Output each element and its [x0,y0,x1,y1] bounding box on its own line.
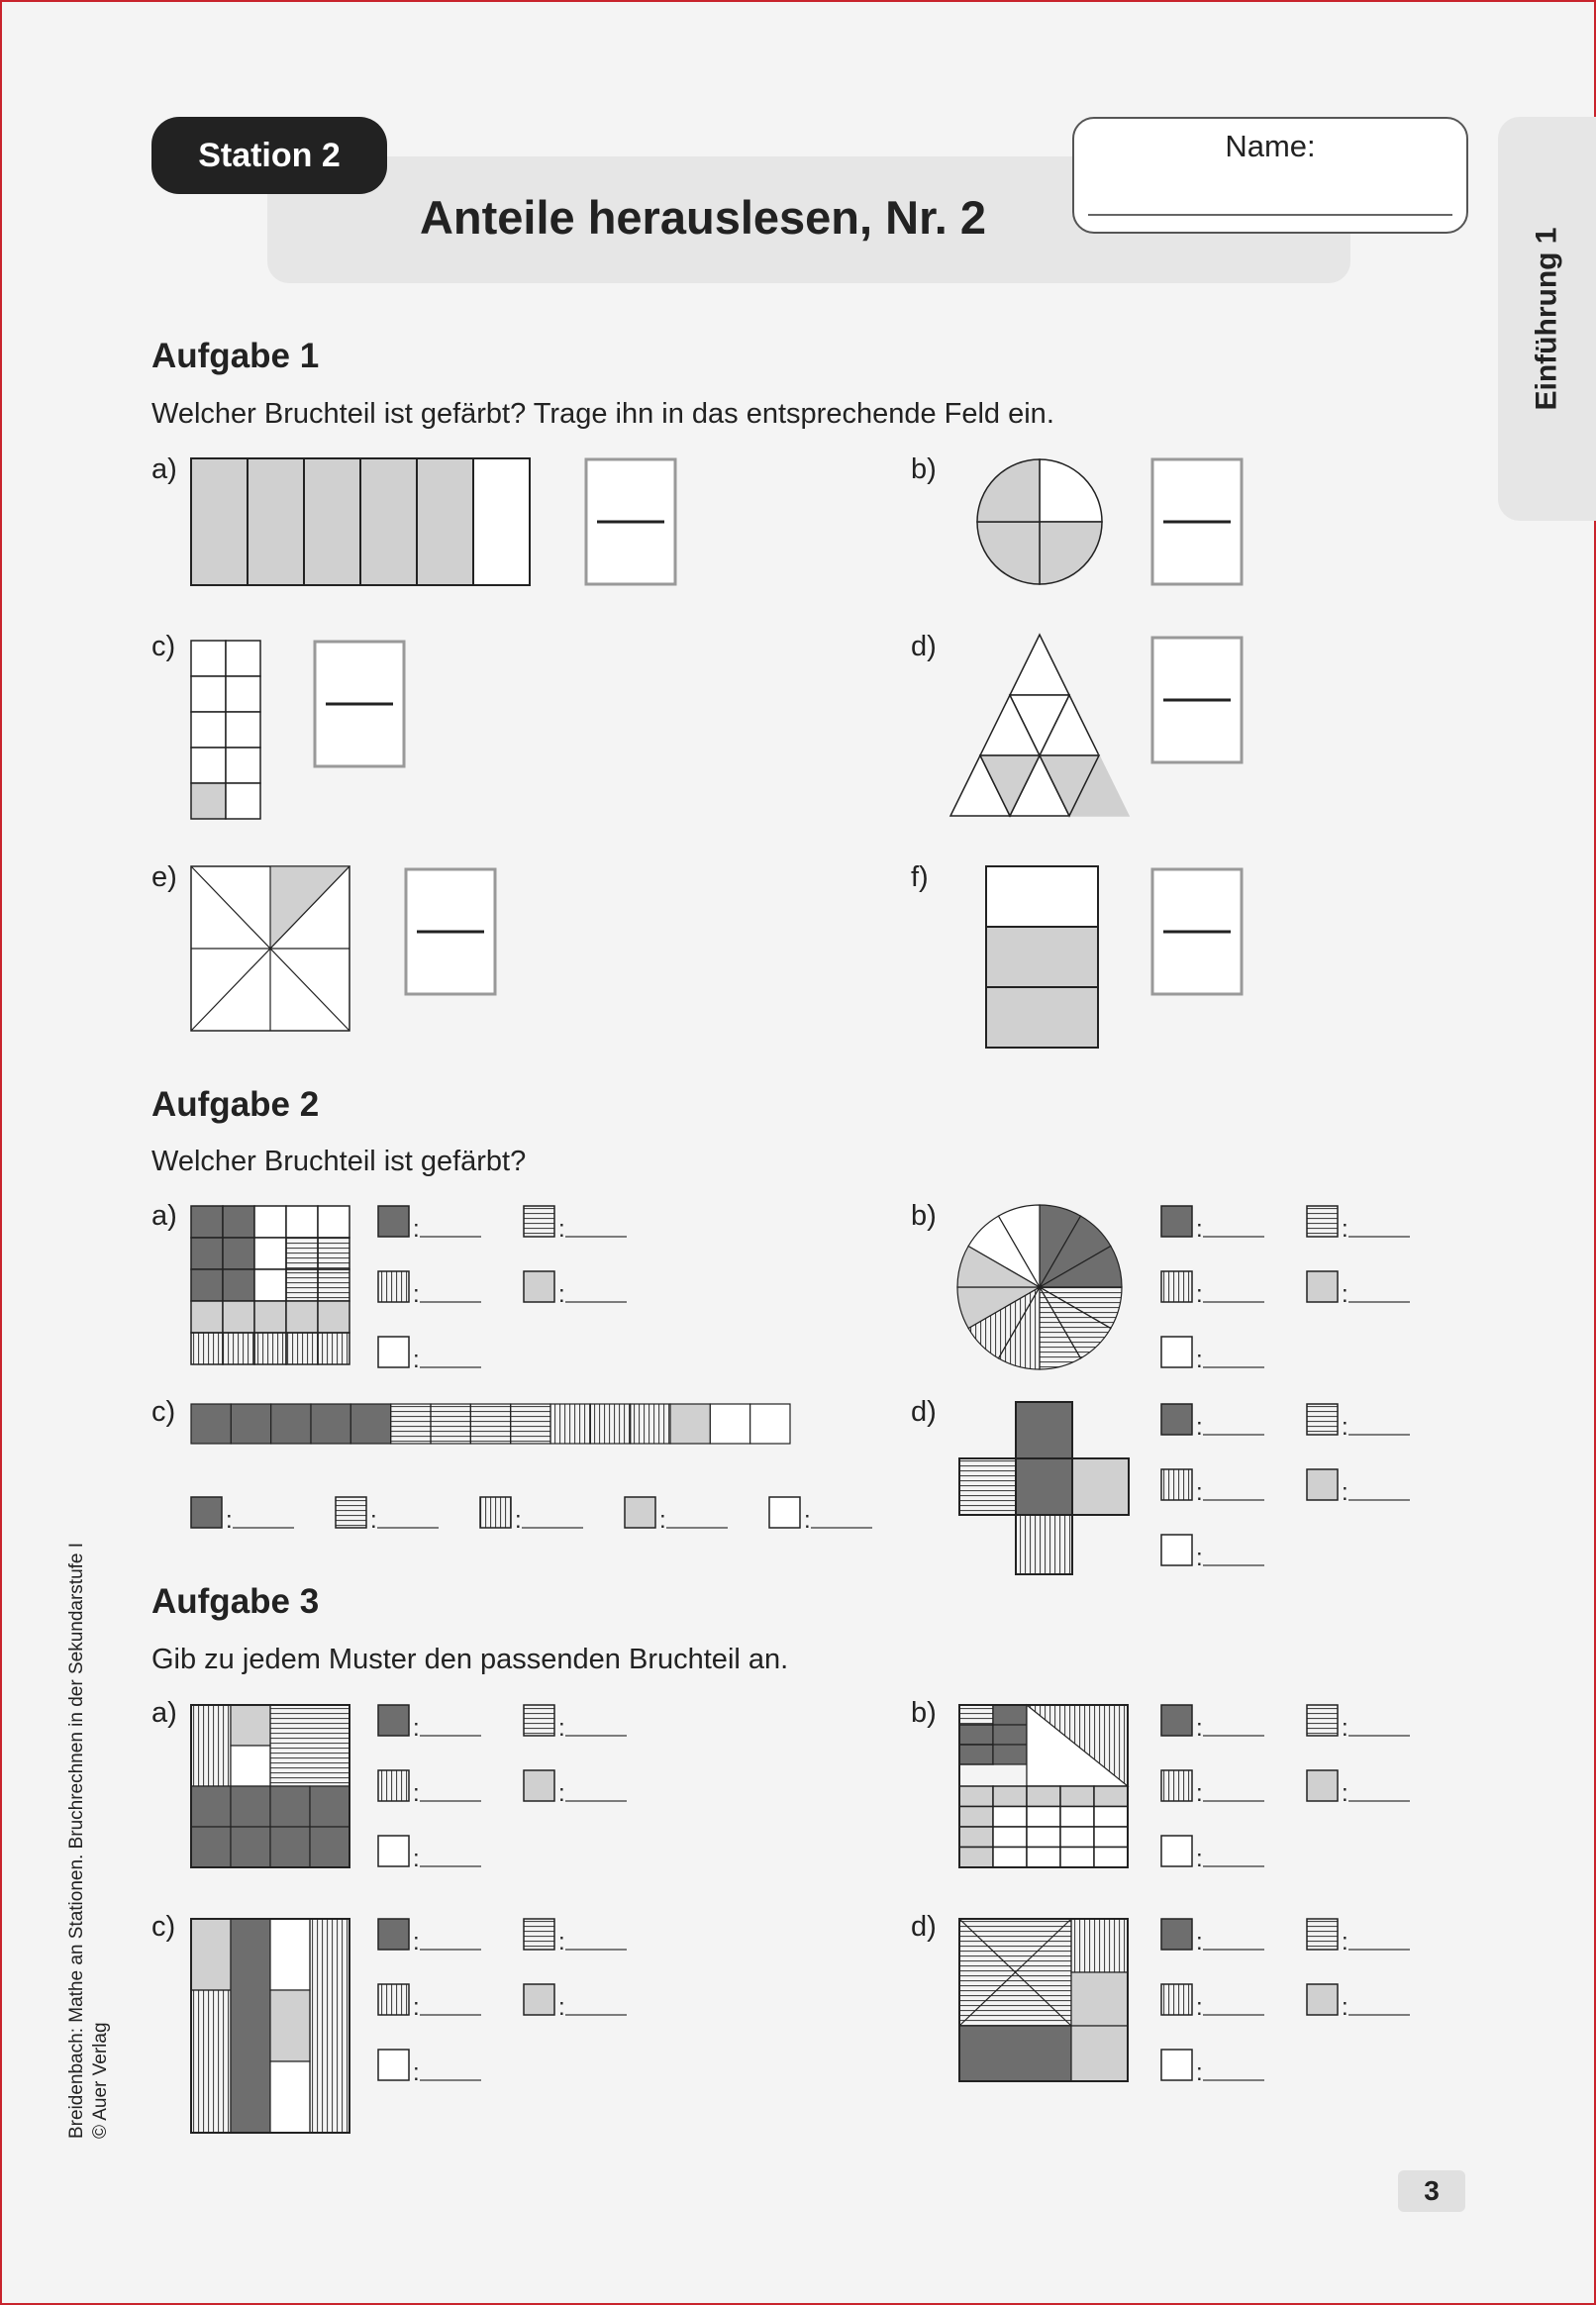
a2c-legend-dark-colon: : [226,1507,233,1534]
a3b-legend-light-colon: : [1342,1780,1348,1807]
a2b-legend-dark-swatch [1161,1206,1192,1237]
a2d-legend-white-colon: : [1196,1545,1203,1571]
a1a-strip [360,458,417,585]
a1a-strip [191,458,248,585]
a3-label-a: a) [151,1697,177,1729]
aufgabe2-heading: Aufgabe 2 [151,1085,320,1124]
aufgabe1-heading: Aufgabe 1 [151,337,320,375]
a2a-cell [318,1301,349,1333]
a2c-strip-cell [271,1404,311,1444]
a2a-cell [286,1206,318,1238]
a3d-legend-hlines-swatch [1307,1919,1338,1950]
a3a-cell [231,1786,270,1827]
a3b-tl-cell [959,1745,993,1764]
a3d-legend-light-colon: : [1342,1994,1348,2021]
a2c-strip-cell [311,1404,350,1444]
a3a-cell [191,1827,231,1867]
a2a-legend-dark-swatch [378,1206,409,1237]
a2a-cell [254,1206,286,1238]
a2c-strip-cell [670,1404,710,1444]
a2d-net-square [1016,1402,1072,1458]
a3b-tl-cell [959,1725,993,1745]
a3a-legend-hlines-colon: : [558,1715,565,1742]
a3c-legend-white-swatch [378,2050,409,2080]
a3b-bottom-cell [993,1807,1027,1828]
a3b-legend-dark-colon: : [1196,1715,1203,1742]
a3d-legend-white-swatch [1161,2050,1192,2080]
copyright-line-1: Breidenbach: Mathe an Stationen. Bruchrechnen in der Sekundarstufe I [66,1542,87,2139]
a2a-cell [254,1238,286,1269]
aufgabe1-instruction: Welcher Bruchteil ist gefärbt? Trage ihn in das entsprechende Feld ein. [151,398,1054,430]
a3a-cell [310,1827,349,1867]
a1c-cell [191,712,226,748]
a3b-bottom-cell [993,1827,1027,1848]
a3b-bottom-cell [959,1807,993,1828]
a3b-bottom-cell [1094,1848,1128,1868]
a1-label-c: c) [151,631,176,662]
a2a-cell [254,1301,286,1333]
a3b-legend-white-swatch [1161,1836,1192,1866]
a2c-strip-cell [231,1404,270,1444]
a2a-legend-light-swatch [524,1271,554,1302]
a2c-legend-hlines-colon: : [370,1507,377,1534]
a1f-part [986,866,1098,927]
a3-label-d: d) [911,1911,937,1943]
a2a-legend-light-colon: : [558,1281,565,1308]
a2c-legend-dark-swatch [191,1497,222,1528]
a3b-legend-hlines-colon: : [1342,1715,1348,1742]
a3b-bottom-cell [959,1848,993,1868]
a3b-legend-vlines-colon: : [1196,1780,1203,1807]
a3b-legend-dark-swatch [1161,1705,1192,1736]
a3b-bottom-cell [1060,1827,1094,1848]
a2a-cell [223,1333,254,1364]
a2-label-b: b) [911,1200,937,1232]
a2c-legend-vlines-swatch [480,1497,511,1528]
a2c-strip-cell [431,1404,470,1444]
a3-label-c: c) [151,1911,176,1943]
a1c-cell [226,641,260,676]
a2a-cell [318,1333,349,1364]
a2c-strip-cell [391,1404,431,1444]
a3a-legend-white-swatch [378,1836,409,1866]
a2b-legend-light-colon: : [1342,1281,1348,1308]
a3c-part [231,1919,270,2133]
a3a-part [191,1705,231,1786]
a3a-legend-dark-swatch [378,1705,409,1736]
a1c-cell [191,641,226,676]
a1a-strip [417,458,473,585]
a3a-cell [231,1827,270,1867]
a3d-legend-light-swatch [1307,1984,1338,2015]
a3d-part [1071,1972,1128,2026]
a3a-cell [270,1786,310,1827]
a3b-bottom-cell [993,1848,1027,1868]
a2a-cell [318,1206,349,1238]
a2d-net-square [1016,1515,1072,1574]
a3b-tl-cell [959,1705,993,1725]
a1b-circle-quarter [977,522,1040,584]
a3a-legend-vlines-swatch [378,1770,409,1801]
a2c-legend-hlines-swatch [336,1497,366,1528]
a3c-legend-dark-colon: : [413,1929,420,1955]
aufgabe3-instruction: Gib zu jedem Muster den passenden Bruchteil an. [151,1644,789,1675]
a3d-legend-vlines-colon: : [1196,1994,1203,2021]
a2c-legend-light-colon: : [659,1507,666,1534]
a3c-part [310,1919,349,2133]
a3-label-b: b) [911,1697,937,1729]
a3b-bottom-cell [993,1786,1027,1807]
a2b-legend-hlines-swatch [1307,1206,1338,1237]
a1d-triangle-up [1010,635,1069,695]
a3b-bottom-cell [1094,1807,1128,1828]
a3a-legend-hlines-swatch [524,1705,554,1736]
a1c-cell [226,712,260,748]
a2-label-d: d) [911,1396,937,1428]
a2d-legend-white-swatch [1161,1535,1192,1565]
a2c-strip-cell [470,1404,510,1444]
a3a-legend-vlines-colon: : [413,1780,420,1807]
a1b-circle-quarter [1040,522,1102,584]
a2c-strip-cell [350,1404,390,1444]
a2d-legend-hlines-colon: : [1342,1414,1348,1441]
a2b-legend-white-colon: : [1196,1347,1203,1373]
a3a-cell [191,1786,231,1827]
a2c-legend-light-swatch [625,1497,655,1528]
a2a-cell [223,1269,254,1301]
a2a-cell [286,1301,318,1333]
aufgabe3-heading: Aufgabe 3 [151,1582,320,1621]
a3a-legend-light-swatch [524,1770,554,1801]
a3d-legend-white-colon: : [1196,2059,1203,2086]
a2c-strip-cell [191,1404,231,1444]
a1-label-a: a) [151,453,177,485]
a1-label-f: f) [911,861,929,893]
a2a-cell [223,1238,254,1269]
a1c-cell [226,676,260,712]
a3c-part [191,1919,231,1990]
a2a-legend-vlines-colon: : [413,1281,420,1308]
a2d-net-square [959,1458,1016,1515]
a2a-cell [286,1238,318,1269]
a3c-part [191,1990,231,2133]
a3b-bottom-cell [1027,1848,1060,1868]
a2d-legend-light-colon: : [1342,1479,1348,1506]
a3d-legend-dark-swatch [1161,1919,1192,1950]
a2c-legend-white-swatch [769,1497,800,1528]
a1c-cell [226,783,260,819]
a3b-bottom-cell [1060,1848,1094,1868]
a3b-tl-cell [993,1705,1027,1725]
a3d-part [959,2026,1071,2081]
a1-label-b: b) [911,453,937,485]
a3a-part [270,1705,349,1786]
a2a-cell [191,1333,223,1364]
a3d-legend-hlines-colon: : [1342,1929,1348,1955]
a1c-cell [191,676,226,712]
a3b-bottom-cell [1060,1786,1094,1807]
a1c-cell [226,748,260,783]
a3a-part [231,1746,270,1786]
a2a-cell [254,1333,286,1364]
a2c-legend-white-colon: : [804,1507,811,1534]
a2a-cell [286,1269,318,1301]
a3c-legend-vlines-swatch [378,1984,409,2015]
a3b-bottom-cell [1094,1827,1128,1848]
a2a-legend-white-colon: : [413,1347,420,1373]
a2-label-c: c) [151,1396,176,1428]
a2d-net-square [1016,1458,1072,1515]
a3c-legend-hlines-swatch [524,1919,554,1950]
a2c-strip-cell [590,1404,630,1444]
a3c-legend-vlines-colon: : [413,1994,420,2021]
a3a-legend-dark-colon: : [413,1715,420,1742]
aufgabe2-instruction: Welcher Bruchteil ist gefärbt? [151,1146,527,1177]
a2a-cell [286,1333,318,1364]
a3b-bottom-cell [959,1827,993,1848]
a3b-tl-cell [993,1725,1027,1745]
a3c-legend-light-colon: : [558,1994,565,2021]
a2c-strip-cell [631,1404,670,1444]
a2c-strip-cell [750,1404,790,1444]
copyright-line-2: © Auer Verlag [90,2022,111,2139]
a3a-legend-white-colon: : [413,1846,420,1872]
a2a-legend-vlines-swatch [378,1271,409,1302]
page-number: 3 [1398,2170,1465,2212]
a3b-legend-light-swatch [1307,1770,1338,1801]
a2a-legend-hlines-swatch [524,1206,554,1237]
a3d-part [1071,1919,1128,1972]
a2b-legend-vlines-colon: : [1196,1281,1203,1308]
a1a-strip [473,458,530,585]
a3c-part [270,1919,310,1990]
a1b-circle-quarter [977,459,1040,522]
a1c-cell [191,783,226,819]
a2c-strip-cell [550,1404,590,1444]
a2b-legend-hlines-colon: : [1342,1216,1348,1243]
a3d-legend-vlines-swatch [1161,1984,1192,2015]
a2b-legend-dark-colon: : [1196,1216,1203,1243]
name-label: Name: [1225,129,1316,163]
a1a-strip [248,458,304,585]
a3b-bottom-cell [1027,1786,1060,1807]
a2a-legend-white-swatch [378,1337,409,1367]
a2d-legend-vlines-swatch [1161,1469,1192,1500]
a2d-legend-hlines-swatch [1307,1404,1338,1435]
a3a-cell [310,1786,349,1827]
a3b-bottom-cell [959,1786,993,1807]
a2-label-a: a) [151,1200,177,1232]
a3b-tl-cell [993,1745,1027,1764]
a2d-legend-dark-colon: : [1196,1414,1203,1441]
copyright-sidebar [65,1525,125,2139]
a3b-legend-vlines-swatch [1161,1770,1192,1801]
a2c-strip-cell [511,1404,550,1444]
a2a-cell [191,1238,223,1269]
a2a-cell [318,1238,349,1269]
a2a-cell [191,1301,223,1333]
station-badge: Station 2 [151,117,387,194]
a1-label-e: e) [151,861,177,893]
a2d-legend-dark-swatch [1161,1404,1192,1435]
a3a-part [231,1705,270,1746]
a1b-circle-quarter [1040,459,1102,522]
a3c-legend-hlines-colon: : [558,1929,565,1955]
a2a-cell [223,1206,254,1238]
a3b-bottom-cell [1027,1827,1060,1848]
a3b-legend-hlines-swatch [1307,1705,1338,1736]
page-title: Anteile herauslesen, Nr. 2 [419,191,987,244]
a2d-legend-vlines-colon: : [1196,1479,1203,1506]
a3c-legend-white-colon: : [413,2059,420,2086]
a3a-legend-light-colon: : [558,1780,565,1807]
a1a-strip [304,458,360,585]
a3c-part [270,1990,310,2061]
a3b-bottom-cell [1094,1786,1128,1807]
a2a-cell [254,1269,286,1301]
a3b-bottom-cell [1060,1807,1094,1828]
a3d-legend-dark-colon: : [1196,1929,1203,1955]
a1f-part [986,987,1098,1048]
a2c-legend-vlines-colon: : [515,1507,522,1534]
a1f-part [986,927,1098,987]
a2a-legend-dark-colon: : [413,1216,420,1243]
a2a-cell [318,1269,349,1301]
a3c-legend-dark-swatch [378,1919,409,1950]
a2b-legend-light-swatch [1307,1271,1338,1302]
a3b-legend-white-colon: : [1196,1846,1203,1872]
a3c-legend-light-swatch [524,1984,554,2015]
a2a-cell [191,1269,223,1301]
a2b-legend-vlines-swatch [1161,1271,1192,1302]
section-tab-label: Einführung 1 [1530,227,1563,411]
a3d-part [1071,2026,1128,2081]
a3b-bottom-cell [1027,1807,1060,1828]
a2d-net-square [1072,1458,1129,1515]
a2a-cell [223,1301,254,1333]
a1c-cell [191,748,226,783]
a2a-cell [191,1206,223,1238]
a2a-legend-hlines-colon: : [558,1216,565,1243]
a2d-legend-light-swatch [1307,1469,1338,1500]
a1-label-d: d) [911,631,937,662]
a3c-part [270,2061,310,2133]
a3a-cell [270,1827,310,1867]
a2b-legend-white-swatch [1161,1337,1192,1367]
a2c-strip-cell [710,1404,749,1444]
